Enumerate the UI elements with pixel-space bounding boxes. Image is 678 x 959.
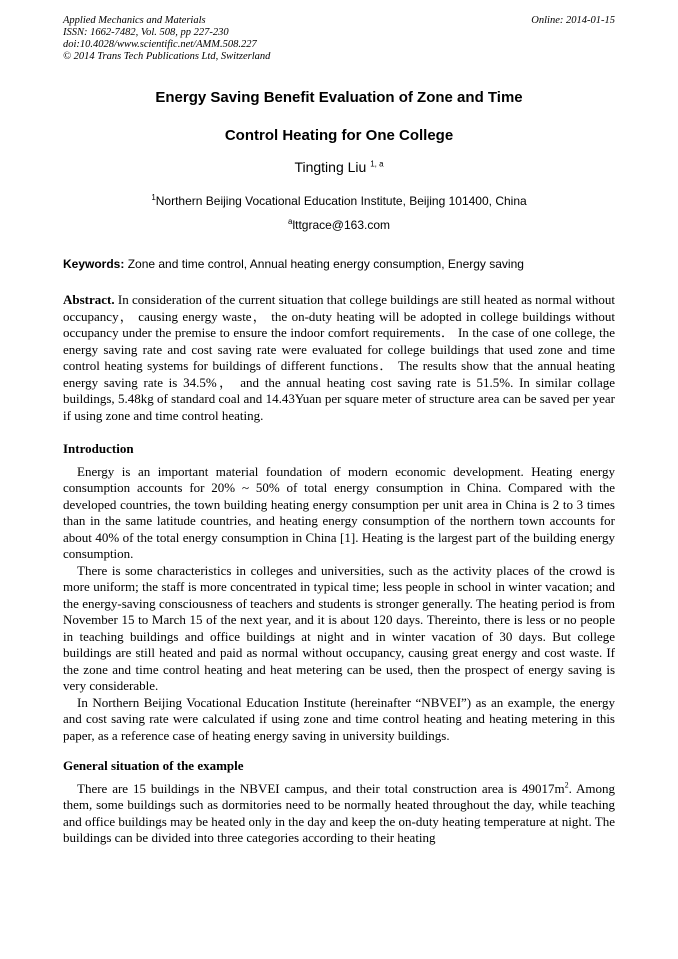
general-situation-heading: General situation of the example <box>63 758 244 773</box>
area-unit-superscript: 2 <box>564 780 569 790</box>
abstract <box>63 292 615 424</box>
email-text: lttgrace@163.com <box>292 218 390 232</box>
abstract-text: In consideration of the current situation that college buildings are still heated as normal without occupancy， causing energy waste， the on-duty heating will be adopted in college buildings without occupancy under the premise to ensure the indoor comfort requirements． In the case of one college, the energy saving rate and cost saving rate were evaluated for college buildings that used zone and time control heating systems for buildings of different functions． The results show that the annual heating energy saving rate is 34.5%， and the annual heating cost saving rate is 51.5%. In similar collage buildings, 5.48kg of standard coal and 14.43Yuan per square meter of structure area can be saved per year if using zone and time control heating. <box>63 292 615 423</box>
introduction-paragraph: Energy is an important material foundation of modern economic development. Heating energy consumption accounts for 20% ~ 50% of total energy consumption in China. Compared with the developed countries, the town building heating energy consumption per unit area in China is 2 to 3 times than in the same latitude countries, and heating energy consumption of the northern town accounts for about 40% of the total energy consumption in China [1]. Heating is the largest part of the building energy consumption. <box>63 463 615 561</box>
keywords-text: Zone and time control, Annual heating energy consumption, Energy saving <box>124 257 524 271</box>
author-name: Tingting Liu <box>294 159 371 175</box>
author-superscript: 1, a <box>370 159 384 169</box>
introduction-paragraph: There is some characteristics in colleges and universities, such as the activity places of the crowd is more uniform; the staff is more concentrated in typical time; less people in school in winter vacation; and the energy-saving consciousness of teachers and students is stronger generally. The heating period is from November 15 to March 15 of the next year, and it is about 120 days. Thereinto, there is less or no people in teaching buildings and office buildings at night and in winter vacation of 30 days. But college buildings are still heated and paid as normal without occupancy, causing great energy and cost waste. If the zone and time control heating and heat metering can be used, then the prospect of energy saving is very considerable. <box>63 562 615 693</box>
introduction-paragraph: In Northern Beijing Vocational Education Institute (hereinafter “NBVEI”) as an example, the energy and cost saving rate were calculated if using zone and time control heating and heating metering in this paper, as a reference case of heating energy saving in university buildings. <box>63 694 615 743</box>
keywords <box>63 256 615 272</box>
paper-title-line-2: Control Heating for One College <box>224 127 454 144</box>
general-situation-paragraph <box>63 781 615 847</box>
journal-issn: ISSN: 1662-7482, Vol. 508, pp 227-230 <box>63 27 229 38</box>
journal-header <box>63 15 615 63</box>
general-text-after: . Among them, some buildings such as dormitories need to be normally heated throughout the day, while teaching and office buildings may be heated only in the day and keep the on-duty heating temperature at night. The buildings can be divided into three categories according to their heating <box>63 780 615 845</box>
introduction-body <box>63 464 615 745</box>
keywords-label: Keywords: <box>63 257 125 271</box>
author-email <box>63 217 615 233</box>
abstract-label: Abstract. <box>63 292 115 307</box>
affiliation-superscript: 1 <box>151 193 156 202</box>
affiliation-text: Northern Beijing Vocational Education Institute, Beijing 101400, China <box>155 194 527 208</box>
email-superscript: a <box>287 217 293 226</box>
journal-copyright: © 2014 Trans Tech Publications Ltd, Switzerland <box>63 51 271 62</box>
author <box>63 158 615 176</box>
paper-title-line-1: Energy Saving Benefit Evaluation of Zone and Time <box>155 89 523 106</box>
general-text-before: There are 15 buildings in the NBVEI campus, and their total construction area is 49017m <box>77 780 565 796</box>
journal-name: Applied Mechanics and Materials <box>63 15 206 26</box>
journal-doi: doi:10.4028/www.scientific.net/AMM.508.227 <box>63 39 257 50</box>
affiliation <box>63 193 615 209</box>
general-situation-body <box>63 781 615 847</box>
introduction-heading: Introduction <box>63 441 134 456</box>
online-date: Online: 2014-01-15 <box>531 15 615 26</box>
